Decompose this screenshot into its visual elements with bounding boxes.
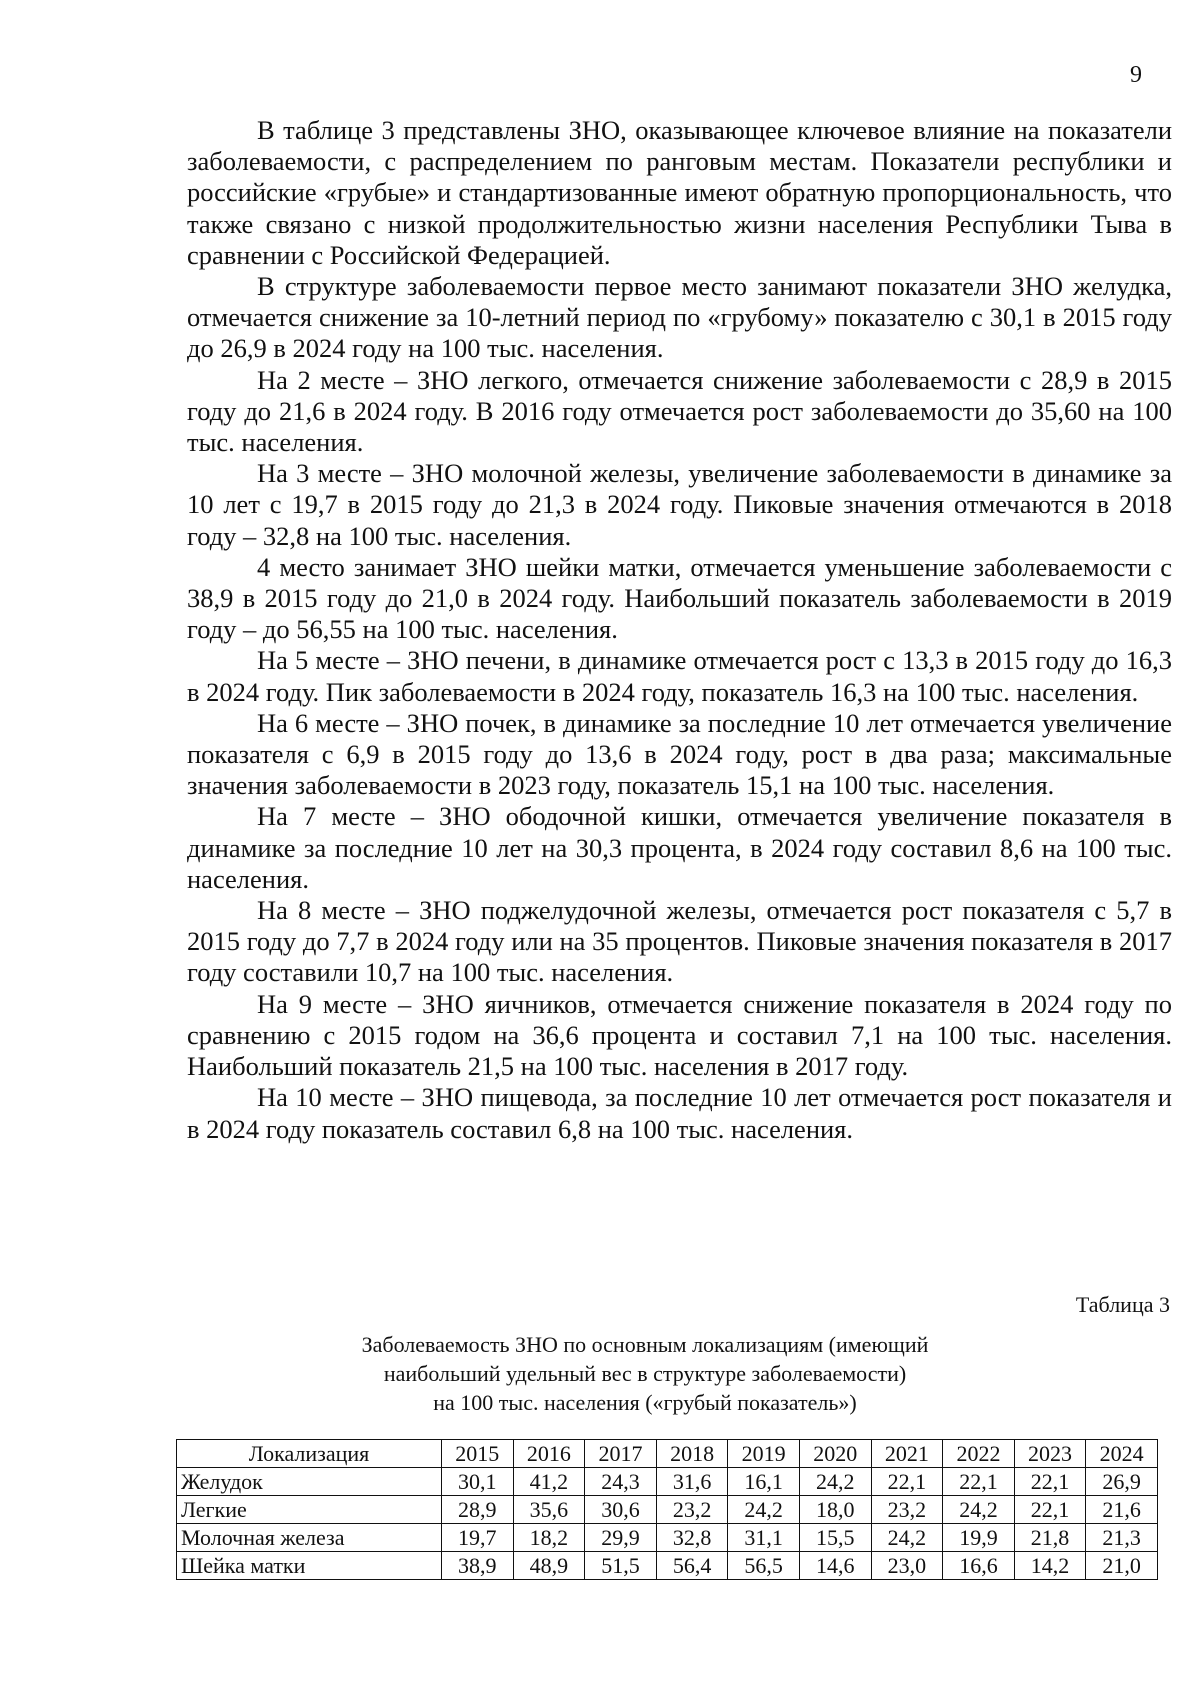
table-cell: 16,1 [728, 1468, 800, 1496]
table-cell: 22,1 [943, 1468, 1015, 1496]
table-cell: 22,1 [1014, 1496, 1086, 1524]
paragraph: На 6 месте – ЗНО почек, в динамике за последние 10 лет отмечается увеличение показателя с 6,9 в 2015 году до 13,6 в 2024 году, рост в два раза; максимальные значения заболеваемости в 2023 году, показатель 15,1 на 100 тыс. населения. [187, 707, 1172, 801]
table-row [177, 1496, 1158, 1524]
paragraph: 4 место занимает ЗНО шейки матки, отмечается уменьшение заболеваемости с 38,9 в 2015 году до 21,0 в 2024 году. Наибольший показатель заболеваемости в 2019 году – до 56,55 на 100 тыс. населения. [187, 551, 1172, 645]
table-cell: 21,3 [1086, 1524, 1158, 1552]
table-cell: 30,1 [442, 1468, 514, 1496]
table-cell: 31,6 [656, 1468, 728, 1496]
column-header: Локализация [177, 1440, 442, 1468]
table-cell: 24,2 [728, 1496, 800, 1524]
table-cell: 21,6 [1086, 1496, 1158, 1524]
row-name: Легкие [177, 1496, 442, 1524]
table-cell: 28,9 [442, 1496, 514, 1524]
table-cell: 18,2 [513, 1524, 585, 1552]
table-cell: 30,6 [585, 1496, 657, 1524]
table-cell: 51,5 [585, 1552, 657, 1580]
paragraph: В структуре заболеваемости первое место занимают показатели ЗНО желудка, отмечается снижение за 10-летний период по «грубому» показателю с 30,1 в 2015 году до 26,9 в 2024 году на 100 тыс. населения. [187, 271, 1172, 364]
table-cell: 56,5 [728, 1552, 800, 1580]
table-cell: 14,6 [799, 1552, 871, 1580]
table-row [177, 1552, 1158, 1580]
column-header: 2022 [943, 1440, 1015, 1468]
column-header: 2023 [1014, 1440, 1086, 1468]
body-text [187, 115, 1172, 1145]
row-name: Молочная железа [177, 1524, 442, 1552]
table-caption-line: на 100 тыс. населения («грубый показатель») [433, 1390, 857, 1415]
row-name: Желудок [177, 1468, 442, 1496]
table-cell: 14,2 [1014, 1552, 1086, 1580]
table-cell: 48,9 [513, 1552, 585, 1580]
table-cell: 24,2 [871, 1524, 943, 1552]
table-cell: 41,2 [513, 1468, 585, 1496]
table-cell: 24,3 [585, 1468, 657, 1496]
table-cell: 19,9 [943, 1524, 1015, 1552]
table-caption-line: Заболеваемость ЗНО по основным локализациям (имеющий [361, 1332, 929, 1357]
table-label: Таблица 3 [1075, 1292, 1170, 1317]
paragraph: На 9 месте – ЗНО яичников, отмечается снижение показателя в 2024 году по сравнению с 2015 годом на 36,6 процента и составил 7,1 на 100 тыс. населения. Наибольший показатель 21,5 на 100 тыс. населения в 2017 году. [187, 988, 1172, 1082]
column-header: 2021 [871, 1440, 943, 1468]
table-cell: 31,1 [728, 1524, 800, 1552]
row-name: Шейка матки [177, 1552, 442, 1580]
column-header: 2019 [728, 1440, 800, 1468]
column-header: 2017 [585, 1440, 657, 1468]
column-header: 2018 [656, 1440, 728, 1468]
paragraph: На 5 месте – ЗНО печени, в динамике отмечается рост с 13,3 в 2015 году до 16,3 в 2024 году. Пик заболеваемости в 2024 году, показатель 16,3 на 100 тыс. населения. [187, 645, 1172, 707]
table-cell: 18,0 [799, 1496, 871, 1524]
table-header-row [177, 1440, 1158, 1468]
table-row [177, 1468, 1158, 1496]
table-cell: 26,9 [1086, 1468, 1158, 1496]
table-caption [300, 1330, 990, 1417]
page-number: 9 [1130, 62, 1142, 88]
column-header: 2024 [1086, 1440, 1158, 1468]
paragraph: На 2 месте – ЗНО легкого, отмечается снижение заболеваемости с 28,9 в 2015 году до 21,6 в 2024 году. В 2016 году отмечается рост заболеваемости до 35,60 на 100 тыс. населения. [187, 364, 1172, 458]
paragraph: На 8 месте – ЗНО поджелудочной железы, отмечается рост показателя с 5,7 в 2015 году до 7,7 в 2024 году или на 35 процентов. Пиковые значения показателя в 2017 году составили 10,7 на 100 тыс. населения. [187, 895, 1172, 988]
table-cell: 23,0 [871, 1552, 943, 1580]
table-cell: 21,8 [1014, 1524, 1086, 1552]
table-cell: 22,1 [871, 1468, 943, 1496]
table-cell: 29,9 [585, 1524, 657, 1552]
column-header: 2015 [442, 1440, 514, 1468]
paragraph: В таблице 3 представлены ЗНО, оказывающее ключевое влияние на показатели заболеваемости, с распределением по ранговым местам. Показатели республики и российские «грубые» и стандартизованные имеют обратную пропорциональность, что также связано с низкой продолжительностью жизни населения Республики Тыва в сравнении с Российской Федерацией. [187, 115, 1172, 270]
table-caption-line: наибольший удельный вес в структуре заболеваемости) [383, 1361, 907, 1386]
table-cell: 24,2 [943, 1496, 1015, 1524]
table-cell: 23,2 [656, 1496, 728, 1524]
table-cell: 24,2 [799, 1468, 871, 1496]
column-header: 2020 [799, 1440, 871, 1468]
table-row [177, 1524, 1158, 1552]
table-cell: 22,1 [1014, 1468, 1086, 1496]
paragraph: На 10 месте – ЗНО пищевода, за последние 10 лет отмечается рост показателя и в 2024 году показатель составил 6,8 на 100 тыс. населения. [187, 1082, 1172, 1144]
table-cell: 21,0 [1086, 1552, 1158, 1580]
table-cell: 56,4 [656, 1552, 728, 1580]
paragraph: На 7 месте – ЗНО ободочной кишки, отмечается увеличение показателя в динамике за последние 10 лет на 30,3 процента, в 2024 году составил 8,6 на 100 тыс. населения. [187, 801, 1172, 894]
table-cell: 35,6 [513, 1496, 585, 1524]
table-cell: 15,5 [799, 1524, 871, 1552]
column-header: 2016 [513, 1440, 585, 1468]
table-cell: 23,2 [871, 1496, 943, 1524]
table-cell: 32,8 [656, 1524, 728, 1552]
paragraph: На 3 месте – ЗНО молочной железы, увеличение заболеваемости в динамике за 10 лет с 19,7 в 2015 году до 21,3 в 2024 году. Пиковые значения отмечаются в 2018 году – 32,8 на 100 тыс. населения. [187, 458, 1172, 551]
incidence-table [176, 1439, 1158, 1580]
table-cell: 19,7 [442, 1524, 514, 1552]
table-cell: 16,6 [943, 1552, 1015, 1580]
table-cell: 38,9 [442, 1552, 514, 1580]
